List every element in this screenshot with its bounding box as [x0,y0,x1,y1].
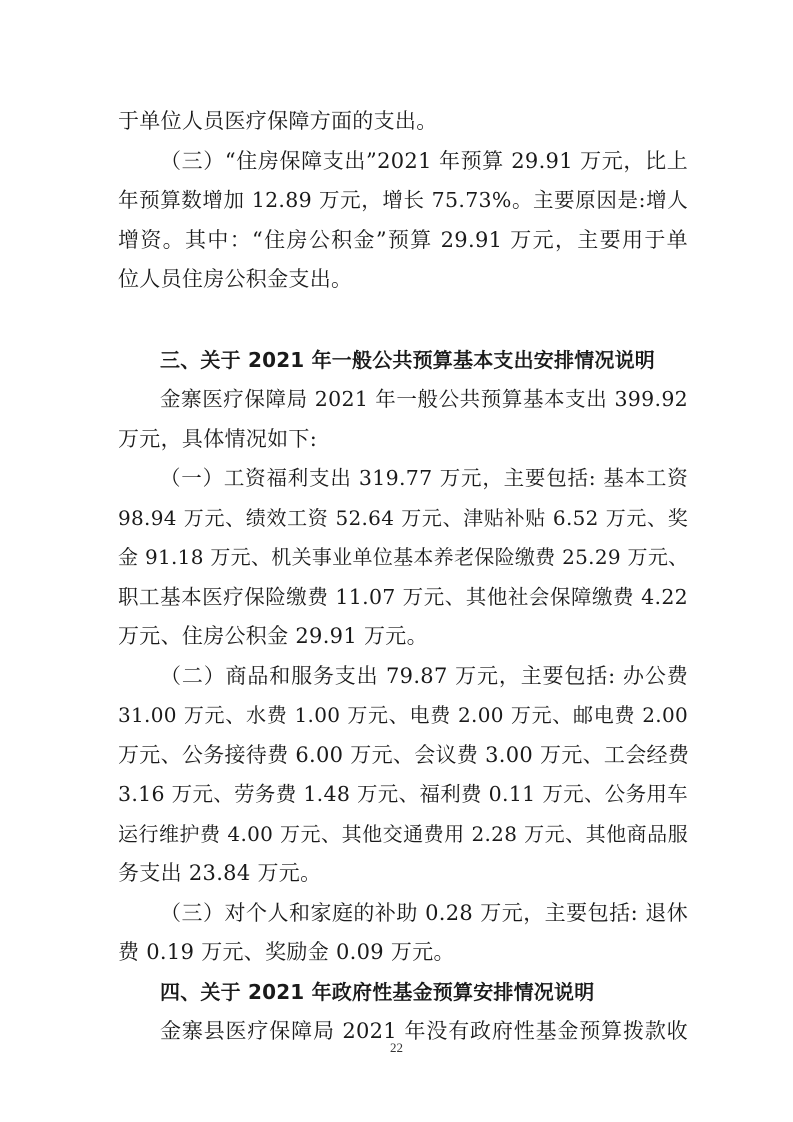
paragraph-line: 务支出 23.84 万元。 [118,861,322,885]
section-heading-four: 四、关于 2021 年政府性基金预算安排情况说明 [160,979,595,1004]
paragraph-line: 增资。其中：“住房公积金”预算 29.91 万元，主要用于单 [118,227,688,252]
paragraph-line: 金寨医疗保障局 2021 年一般公共预算基本支出 399.92 [160,387,688,411]
paragraph-line: 年预算数增加 12.89 万元，增长 75.73%。主要原因是:增人 [118,188,688,212]
paragraph-line: （三）“住房保障支出”2021 年预算 29.91 万元，比上 [160,148,688,173]
paragraph-line: 31.00 万元、水费 1.00 万元、电费 2.00 万元、邮电费 2.00 [118,703,688,727]
paragraph-line: 万元，具体情况如下: [118,426,318,451]
page-number: 22 [390,1040,403,1055]
paragraph-line: 金 91.18 万元、机关事业单位基本养老保险缴费 25.29 万元、 [118,545,689,569]
paragraph-line: 万元、公务接待费 6.00 万元、会议费 3.00 万元、工会经费 [118,742,690,767]
paragraph-line: 万元、住房公积金 29.91 万元。 [118,624,428,648]
paragraph-line: 于单位人员医疗保障方面的支出。 [118,109,438,133]
paragraph-line: （一）工资福利支出 319.77 万元，主要包括: 基本工资 [160,466,688,490]
document-body [118,102,688,1052]
paragraph-line: 运行维护费 4.00 万元、其他交通费用 2.28 万元、其他商品服 [118,821,688,846]
paragraph-line: 金寨县医疗保障局 2021 年没有政府性基金预算拨款收 [160,1019,688,1043]
paragraph-line: 位人员住房公积金支出。 [118,267,353,291]
paragraph-line: 3.16 万元、劳务费 1.48 万元、福利费 0.11 万元、公务用车 [118,782,688,806]
paragraph-line: （三）对个人和家庭的补助 0.28 万元，主要包括: 退休 [160,900,688,925]
paragraph-line: 98.94 万元、绩效工资 52.64 万元、津贴补贴 6.52 万元、奖 [118,505,688,530]
section-heading-three: 三、关于 2021 年一般公共预算基本支出安排情况说明 [160,347,655,372]
paragraph-line: （二）商品和服务支出 79.87 万元，主要包括: 办公费 [160,663,688,688]
paragraph-line: 职工基本医疗保险缴费 11.07 万元、其他社会保障缴费 4.22 [118,584,688,609]
paragraph-line: 费 0.19 万元、奖励金 0.09 万元。 [118,940,455,964]
paragraph-spacer [118,300,688,341]
